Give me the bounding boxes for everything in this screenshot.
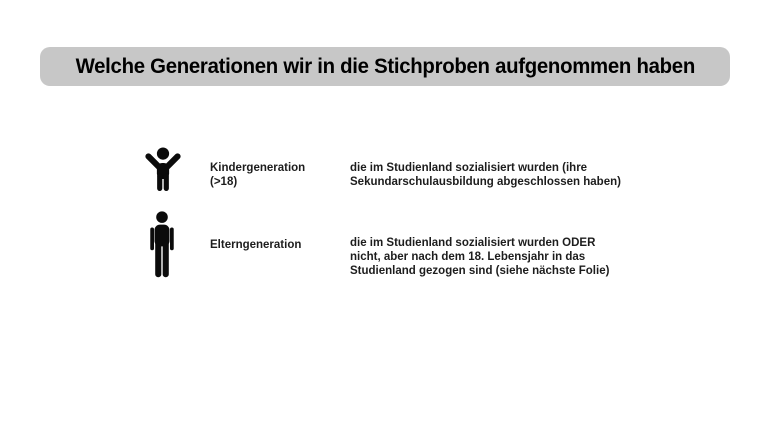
generation-label-eltern [210,238,345,252]
generation-label-kinder [210,161,345,189]
desc-line: die im Studienland sozialisiert wurden (ihre [350,162,588,174]
label-line: (>18) [210,176,238,188]
child-icon [144,147,182,194]
desc-line: Studienland gezogen sind (siehe nächste Folie) [350,265,610,277]
desc-line: nicht, aber nach dem 18. Lebensjahr in das [350,251,586,263]
slide-title-bar [40,47,730,86]
label-line: Kindergeneration [210,162,306,174]
generation-desc-kinder [350,161,630,189]
desc-line: die im Studienland sozialisiert wurden ODER [350,237,596,249]
desc-line: Sekundarschulausbildung abgeschlossen haben) [350,176,621,188]
label-line: Elterngeneration [210,239,302,251]
slide-title: Welche Generationen wir in die Stichproben aufgenommen haben [75,54,695,78]
adult-icon [146,211,178,279]
generation-desc-eltern [350,236,630,278]
